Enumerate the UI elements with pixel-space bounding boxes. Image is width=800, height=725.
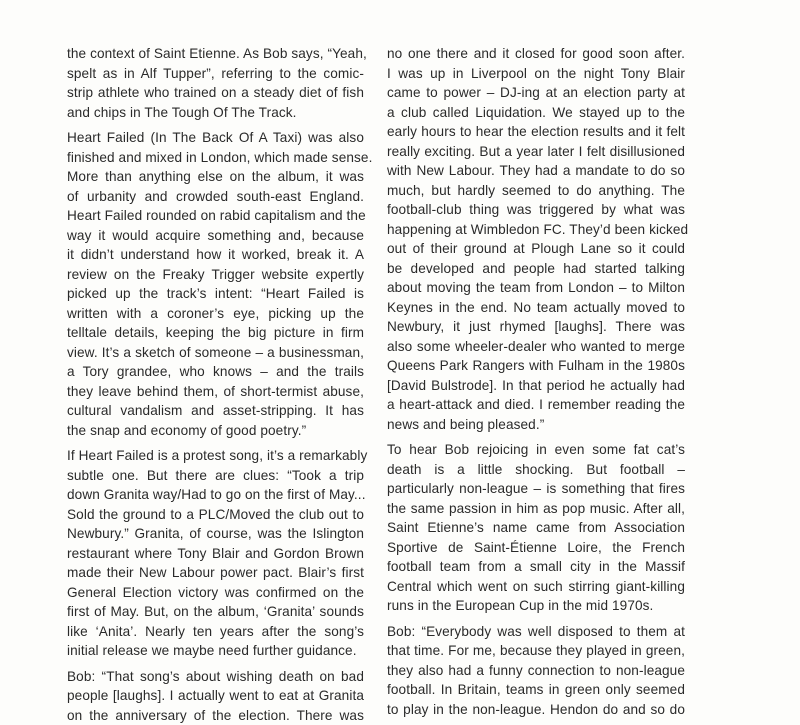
text-line: Newbury.” Granita, of course, was the Islington <box>67 524 364 544</box>
text-line: news and being pleased.” <box>387 415 685 435</box>
paragraph <box>67 667 364 725</box>
text-line: death is a little shocking. But football – <box>387 460 685 480</box>
text-line: a heart-attack and died. I remember reading the <box>387 395 685 415</box>
paragraph <box>67 128 364 440</box>
text-line: spelt as in Alf Tupper”, referring to the comic- <box>67 64 364 84</box>
text-line: they leave behind them, of short-termist abuse, <box>67 382 364 402</box>
text-line: cultural vandalism and asset-stripping. It has <box>67 401 364 421</box>
text-line: Sportive de Saint-Étienne Loire, the French <box>387 538 685 558</box>
text-line: particularly non-league – is something that fires <box>387 479 685 499</box>
text-line: on the anniversary of the election. There was <box>67 706 364 725</box>
text-line: football-club thing was triggered by what was <box>387 200 685 220</box>
text-line: Heart Failed rounded on rabid capitalism and the <box>67 206 364 226</box>
text-line: with New Labour. They had a mandate to do so <box>387 161 685 181</box>
text-line: If Heart Failed is a protest song, it’s a remarkably <box>67 446 364 466</box>
paragraph <box>67 446 364 661</box>
text-line: Bob: “Everybody was well disposed to them at <box>387 622 685 642</box>
text-line: a Tory grandee, who knows – and the trails <box>67 362 364 382</box>
text-line: be developed and people had started talking <box>387 259 685 279</box>
text-line: really exciting. But a year later I felt disillusioned <box>387 142 685 162</box>
text-line: picked up the track’s intent: “Heart Failed is <box>67 284 364 304</box>
text-line: the same passion in him as pop music. After all, <box>387 499 685 519</box>
text-line: and chips in The Tough Of The Track. <box>67 103 364 123</box>
text-line: of urbanity and crowded south-east England. <box>67 187 364 207</box>
text-line: [David Bulstrode]. In that period he actually had <box>387 376 685 396</box>
text-line: I was up in Liverpool on the night Tony Blair <box>387 64 685 84</box>
text-line: way it would acquire something and, because <box>67 226 364 246</box>
text-line: initial release we maybe need further guidance. <box>67 641 364 661</box>
right-column <box>387 44 685 719</box>
text-line: runs in the European Cup in the mid 1970s. <box>387 596 685 616</box>
text-line: the snap and economy of good poetry.” <box>67 421 364 441</box>
text-line: telltale details, keeping the big picture in firm <box>67 323 364 343</box>
text-line: Keynes in the end. No team actually moved to <box>387 298 685 318</box>
text-line: strip athlete who trained on a steady diet of fish <box>67 83 364 103</box>
paragraph <box>387 44 685 434</box>
text-line: Bob: “That song’s about wishing death on bad <box>67 667 364 687</box>
text-line: More than anything else on the album, it was <box>67 167 364 187</box>
text-line: like ‘Anita’. Nearly ten years after the song’s <box>67 622 364 642</box>
text-line: football team from a small city in the Massif <box>387 557 685 577</box>
text-line: about moving the team from London – to Milton <box>387 278 685 298</box>
paragraph <box>387 622 685 720</box>
text-line: they also had a funny connection to non-league <box>387 661 685 681</box>
text-line: review on the Freaky Trigger website expertly <box>67 265 364 285</box>
text-line: early hours to hear the election results and it felt <box>387 122 685 142</box>
text-line: out of their ground at Plough Lane so it could <box>387 239 685 259</box>
text-line: Queens Park Rangers with Fulham in the 1980s <box>387 356 685 376</box>
text-line: General Election victory was confirmed on the <box>67 583 364 603</box>
text-line: To hear Bob rejoicing in even some fat cat’s <box>387 440 685 460</box>
text-line: also some wheeler-dealer who wanted to merge <box>387 337 685 357</box>
text-line: it didn’t understand how it worked, break it. A <box>67 245 364 265</box>
paragraph <box>387 440 685 616</box>
text-line: the context of Saint Etienne. As Bob says, “Yeah, <box>67 44 364 64</box>
text-line: subtle one. But there are clues: “Took a trip <box>67 466 364 486</box>
text-line: first of May. But, on the album, ‘Granita’ sounds <box>67 602 364 622</box>
text-line: view. It’s a sketch of someone – a businessman, <box>67 343 364 363</box>
text-line: down Granita way/Had to go on the first of May... <box>67 485 364 505</box>
text-line: football. In Britain, teams in green only seemed <box>387 680 685 700</box>
text-line: to play in the non-league. Hendon do and so do <box>387 700 685 720</box>
text-line: Saint Etienne’s name came from Association <box>387 518 685 538</box>
text-line: Sold the ground to a PLC/Moved the club out to <box>67 505 364 525</box>
text-line: Heart Failed (In The Back Of A Taxi) was also <box>67 128 364 148</box>
text-line: happening at Wimbledon FC. They’d been kicked <box>387 220 685 240</box>
text-line: finished and mixed in London, which made sense. <box>67 148 364 168</box>
text-line: a club called Liquidation. We stayed up to the <box>387 103 685 123</box>
text-line: came to power – DJ-ing at an election party at <box>387 83 685 103</box>
text-line: written with a coroner’s eye, picking up the <box>67 304 364 324</box>
text-line: Newbury, it just rhymed [laughs]. There was <box>387 317 685 337</box>
text-line: that time. For me, because they played in green, <box>387 641 685 661</box>
text-line: restaurant where Tony Blair and Gordon Brown <box>67 544 364 564</box>
text-line: much, but hardly seemed to do anything. The <box>387 181 685 201</box>
left-column <box>67 44 364 725</box>
text-line: people [laughs]. I actually went to eat at Granita <box>67 686 364 706</box>
paragraph <box>67 44 364 122</box>
text-line: no one there and it closed for good soon after. <box>387 44 685 64</box>
text-line: made their New Labour power pact. Blair’s first <box>67 563 364 583</box>
text-line: Central which went on such stirring giant-killing <box>387 577 685 597</box>
